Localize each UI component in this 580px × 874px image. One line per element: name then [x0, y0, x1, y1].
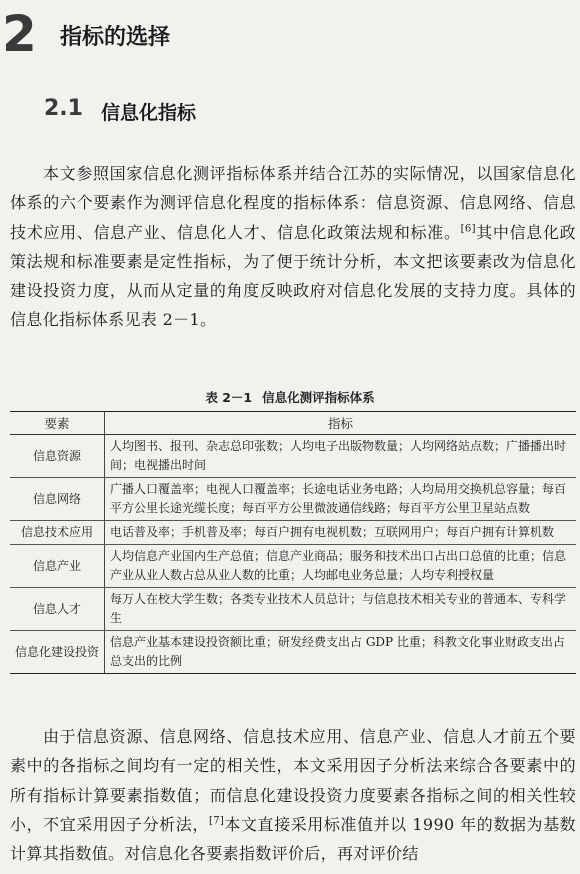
- paragraph-text: 本文直接采用标准值并以 1990 年的数据为基数计算其指数值。对信息化各要素指数评价后，再对评价结: [10, 814, 576, 864]
- section-header: [0, 94, 580, 134]
- section-title: 信息化指标: [101, 102, 197, 124]
- table-caption-title: 信息化测评指标体系: [262, 390, 375, 405]
- indicator-cell: 电话普及率；手机普及率；每百户拥有电视机数；互联网用户；每百户拥有计算机数: [105, 521, 577, 545]
- element-cell: 信息产业: [10, 545, 105, 588]
- body-paragraph-2: [10, 722, 576, 868]
- indicator-table: [10, 411, 576, 674]
- indicator-cell: 人均信息产业国内生产总值；信息产业商品；服务和技术出口占出口总值的比重；信息产业从业人数占总从业人数的比重；人均邮电业务总量；人均专利授权量: [105, 545, 577, 588]
- table-row: [10, 588, 576, 631]
- paragraph-text: 由于信息资源、信息网络、信息技术应用、信息产业、信息人才前五个要素中的各指标之间均有一定的相关性，本文采用因子分析法来综合各要素中的所有指标计算要素指数值；而信息化建设投资力度要素各指标之间的相关性较小，不宜采用因子分析法，: [10, 727, 576, 834]
- table-row: [10, 478, 576, 521]
- indicator-cell: 广播人口覆盖率；电视人口覆盖率；长途电话业务电路；人均局用交换机总容量；每百平方公里长途光缆长度；每百平方公里微波通信线路；每百平方公里卫星站点数: [105, 478, 577, 521]
- paragraph-text: 其中信息化政策法规和标准要素是定性指标，为了便于统计分析，本文把该要素改为信息化建设投资力度，从而从定量的角度反映政府对信息化发展的支持力度。具体的信息化指标体系见表 2－1。: [10, 222, 576, 330]
- table-header-row: [10, 412, 576, 435]
- chapter-header: [0, 0, 580, 80]
- chapter-number: 2: [2, 5, 37, 63]
- citation-ref: [6]: [460, 223, 476, 235]
- table-caption: [0, 388, 580, 406]
- element-cell: 信息化建设投资: [10, 631, 105, 674]
- element-cell: 信息人才: [10, 588, 105, 631]
- header-indicator: 指标: [105, 412, 577, 435]
- table-row: [10, 521, 576, 545]
- table-caption-number: 表 2－1: [205, 390, 253, 405]
- table-row: [10, 545, 576, 588]
- body-paragraph-1: [10, 159, 576, 335]
- section-number: 2.1: [44, 96, 83, 121]
- indicator-cell: 信息产业基本建设投资额比重；研发经费支出占 GDP 比重；科教文化事业财政支出占总支出的比例: [105, 631, 577, 674]
- chapter-title: 指标的选择: [60, 25, 171, 50]
- citation-ref: [7]: [208, 815, 225, 827]
- paragraph-text: 本文参照国家信息化测评指标体系并结合江苏的实际情况，以国家信息化体系的六个要素作为测评信息化程度的指标体系：信息资源、信息网络、信息技术应用、信息产业、信息化人才、信息化政策法规和标准。: [10, 164, 576, 242]
- header-element: 要素: [10, 412, 105, 435]
- table-row: [10, 435, 576, 478]
- indicator-cell: 每万人在校大学生数；各类专业技术人员总计；与信息技术相关专业的普通本、专科学生: [105, 588, 577, 631]
- element-cell: 信息网络: [10, 478, 105, 521]
- element-cell: 信息资源: [10, 435, 105, 478]
- element-cell: 信息技术应用: [10, 521, 105, 545]
- table-row: [10, 631, 576, 674]
- indicator-cell: 人均图书、报刊、杂志总印张数；人均电子出版物数量；人均网络站点数；广播播出时间；电视播出时间: [105, 435, 577, 478]
